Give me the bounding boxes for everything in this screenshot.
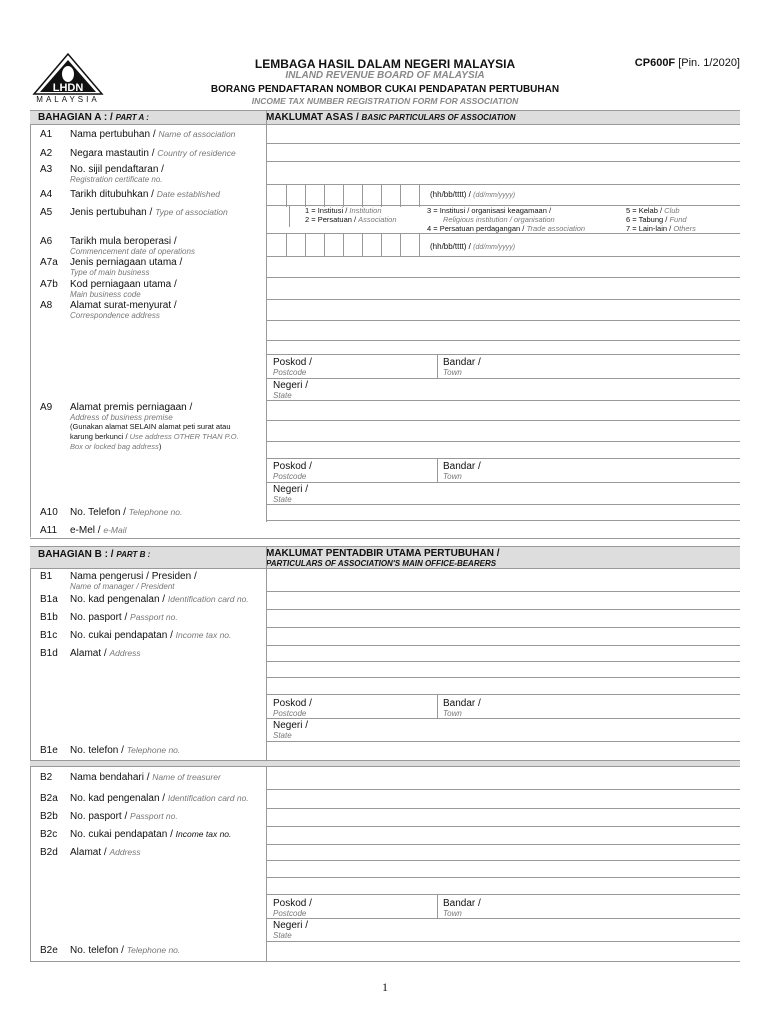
treasurer-taxno-input[interactable] [267, 827, 739, 843]
field-code-a7b: A7b [40, 279, 58, 290]
field-code-a9: A9 [40, 402, 53, 413]
poskod-sub-a8: Postcode [273, 368, 307, 377]
field-sub-a6: Commencement date of operations [70, 247, 195, 256]
main-business-code-input[interactable] [267, 278, 739, 298]
treasurer-name-input[interactable] [267, 768, 739, 788]
part-b-label: BAHAGIAN B : / PART B : [38, 549, 151, 560]
treasurer-address-input[interactable] [267, 845, 739, 893]
bandar-label-b1: Bandar / [443, 698, 481, 709]
assoc-type-3-en: Religious institution / organisation [443, 215, 555, 224]
bandar-sub-b2: Town [443, 909, 462, 918]
poskod-sub-b2: Postcode [273, 909, 307, 918]
treasurer-telephone-input[interactable] [267, 942, 739, 960]
negeri-sub-b1: State [273, 731, 292, 740]
negeri-label-a9: Negeri / [273, 484, 309, 495]
bandar-sub-b1: Town [443, 709, 462, 718]
field-code-a10: A10 [40, 507, 58, 518]
treasurer-passport-input[interactable] [267, 809, 739, 825]
field-code-b1a: B1a [40, 594, 58, 605]
poskod-label-b1: Poskod / [273, 698, 312, 709]
field-code-b2d: B2d [40, 847, 58, 858]
president-passport-input[interactable] [267, 610, 739, 626]
field-label-b1a: No. kad pengenalan / Identification card no. [70, 594, 249, 605]
field-code-b1: B1 [40, 571, 53, 582]
field-code-b2c: B2c [40, 829, 58, 840]
part-a-label: BAHAGIAN A : / PART A : [38, 112, 149, 123]
field-sub-a7b: Main business code [70, 290, 141, 299]
registration-cert-input[interactable] [267, 162, 739, 183]
logo-text: LHDN [52, 82, 84, 94]
correspondence-address-input[interactable] [267, 300, 739, 353]
section-separator [30, 760, 740, 767]
field-code-b2e: B2e [40, 945, 58, 956]
form-title-en: INCOME TAX NUMBER REGISTRATION FORM FOR ASSOCIATION [251, 96, 519, 106]
field-code-a3: A3 [40, 164, 53, 175]
bandar-sub-a9: Town [443, 472, 462, 481]
telephone-input[interactable] [267, 505, 739, 519]
field-label-b1: Nama pengerusi / Presiden / [70, 571, 197, 582]
field-label-b1b: No. pasport / Passport no. [70, 612, 178, 623]
field-label-a8: Alamat surat-menyurat / [70, 300, 177, 311]
field-label-b2c: No. cukai pendapatan / Income tax no. [70, 829, 232, 840]
negeri-sub-b2: State [273, 931, 292, 940]
field-sub-b1: Name of manager / President [70, 582, 175, 591]
field-label-b2e: No. telefon / Telephone no. [70, 945, 181, 956]
field-label-a10: No. Telefon / Telephone no. [70, 507, 183, 518]
form-version: [Pin. 1/2020] [678, 57, 740, 69]
form-code-value: CP600F [634, 57, 676, 69]
poskod-label-a8: Poskod / [273, 357, 312, 368]
poskod-label-a9: Poskod / [273, 461, 312, 472]
field-code-a6: A6 [40, 236, 53, 247]
poskod-label-b2: Poskod / [273, 898, 312, 909]
date-format-a6: (hh/bb/tttt) / (dd/mm/yyyy) [430, 242, 516, 251]
field-label-b1d: Alamat / Address [70, 648, 141, 659]
bandar-label-a8: Bandar / [443, 357, 481, 368]
page-number: 1 [382, 980, 388, 994]
field-label-a7b: Kod perniagaan utama / [70, 279, 177, 290]
poskod-sub-b1: Postcode [273, 709, 307, 718]
president-ic-input[interactable] [267, 592, 739, 608]
part-a-title: MAKLUMAT ASAS / BASIC PARTICULARS OF ASSOCIATION [266, 112, 516, 123]
main-business-type-input[interactable] [267, 257, 739, 276]
field-code-b2a: B2a [40, 793, 58, 804]
bandar-label-b2: Bandar / [443, 898, 481, 909]
negeri-sub-a9: State [273, 495, 292, 504]
field-code-a4: A4 [40, 189, 53, 200]
bandar-sub-a8: Town [443, 368, 462, 377]
president-taxno-input[interactable] [267, 628, 739, 644]
email-input[interactable] [267, 521, 739, 537]
field-code-a1: A1 [40, 129, 53, 140]
assoc-type-5: 5 = Kelab / Club [626, 206, 680, 215]
field-label-b1c: No. cukai pendapatan / Income tax no. [70, 630, 232, 641]
treasurer-ic-input[interactable] [267, 790, 739, 807]
logo-country: MALAYSIA [36, 95, 100, 104]
assoc-type-7: 7 = Lain-lain / Others [626, 224, 696, 233]
negeri-label-a8: Negeri / [273, 380, 309, 391]
field-label-a6: Tarikh mula beroperasi / [70, 236, 177, 247]
association-name-input[interactable] [267, 126, 739, 142]
commencement-date-input[interactable] [268, 234, 422, 256]
field-code-a11: A11 [40, 525, 58, 536]
field-code-b1c: B1c [40, 630, 58, 641]
field-label-a7a: Jenis perniagaan utama / [70, 257, 183, 268]
field-code-b1e: B1e [40, 745, 58, 756]
bandar-label-a9: Bandar / [443, 461, 481, 472]
field-label-a9: Alamat premis perniagaan / [70, 402, 193, 413]
field-sub-a7a: Type of main business [70, 268, 150, 277]
field-label-b2: Nama bendahari / Name of treasurer [70, 772, 221, 783]
field-label-b2a: No. kad pengenalan / Identification card no. [70, 793, 249, 804]
field-code-b2: B2 [40, 772, 53, 783]
president-telephone-input[interactable] [267, 742, 739, 759]
field-code-b1b: B1b [40, 612, 58, 623]
part-a-header [30, 110, 740, 125]
business-premise-address-input[interactable] [267, 401, 739, 457]
negeri-label-b1: Negeri / [273, 720, 309, 731]
field-code-a2: A2 [40, 148, 53, 159]
date-format-a4: (hh/bb/tttt) / (dd/mm/yyyy) [430, 190, 516, 199]
field-code-a7a: A7a [40, 257, 58, 268]
field-sub-a8: Correspondence address [70, 311, 160, 320]
field-label-a1: Nama pertubuhan / Name of association [70, 129, 236, 140]
field-label-a4: Tarikh ditubuhkan / Date established [70, 189, 221, 200]
field-label-a3: No. sijil pendaftaran / [70, 164, 164, 175]
field-label-a11: e-Mel / e-Mail [70, 525, 127, 536]
field-sub-a3: Registration certificate no. [70, 175, 163, 184]
field-label-a5: Jenis pertubuhan / Type of association [70, 207, 228, 218]
assoc-type-3: 3 = Institusi / organisasi keagamaan / [427, 206, 552, 215]
form-title: BORANG PENDAFTARAN NOMBOR CUKAI PENDAPATAN PERTUBUHAN [210, 84, 560, 95]
president-address-input[interactable] [267, 646, 739, 693]
negeri-sub-a8: State [273, 391, 292, 400]
president-name-input[interactable] [267, 570, 739, 590]
poskod-sub-a9: Postcode [273, 472, 307, 481]
country-residence-input[interactable] [267, 144, 739, 160]
field-label-b1e: No. telefon / Telephone no. [70, 745, 181, 756]
assoc-type-2: 2 = Persatuan / Association [305, 215, 397, 224]
part-b-title-en: PARTICULARS OF ASSOCIATION'S MAIN OFFICE-BEARERS [266, 559, 497, 568]
assoc-type-4: 4 = Persatuan perdagangan / Trade association [427, 224, 586, 233]
part-b-title: MAKLUMAT PENTADBIR UTAMA PERTUBUHAN / [266, 548, 500, 559]
field-code-a8: A8 [40, 300, 53, 311]
field-code-b1d: B1d [40, 648, 58, 659]
date-established-input[interactable] [268, 185, 422, 205]
field-code-a5: A5 [40, 207, 53, 218]
part-b-header [30, 546, 740, 569]
negeri-label-b2: Negeri / [273, 920, 309, 931]
field-label-a2: Negara mastautin / Country of residence [70, 148, 236, 159]
association-type-input[interactable] [268, 205, 290, 227]
field-label-b2d: Alamat / Address [70, 847, 141, 858]
field-sub-a9: Address of business premise [70, 413, 173, 422]
assoc-type-1: 1 = Institusi / Institution [305, 206, 382, 215]
a9-note: (Gunakan alamat SELAIN alamat peti surat atau karung berkunci / Use address OTHER THAN P.O. Box or locked bag address) [70, 422, 239, 451]
assoc-type-6: 6 = Tabung / Fund [626, 215, 687, 224]
lhdn-logo [30, 52, 106, 104]
field-label-b2b: No. pasport / Passport no. [70, 811, 178, 822]
page-title-en: INLAND REVENUE BOARD OF MALAYSIA [285, 70, 485, 81]
page-title: LEMBAGA HASIL DALAM NEGERI MALAYSIA [254, 57, 516, 71]
form-code [620, 57, 740, 69]
field-code-b2b: B2b [40, 811, 58, 822]
